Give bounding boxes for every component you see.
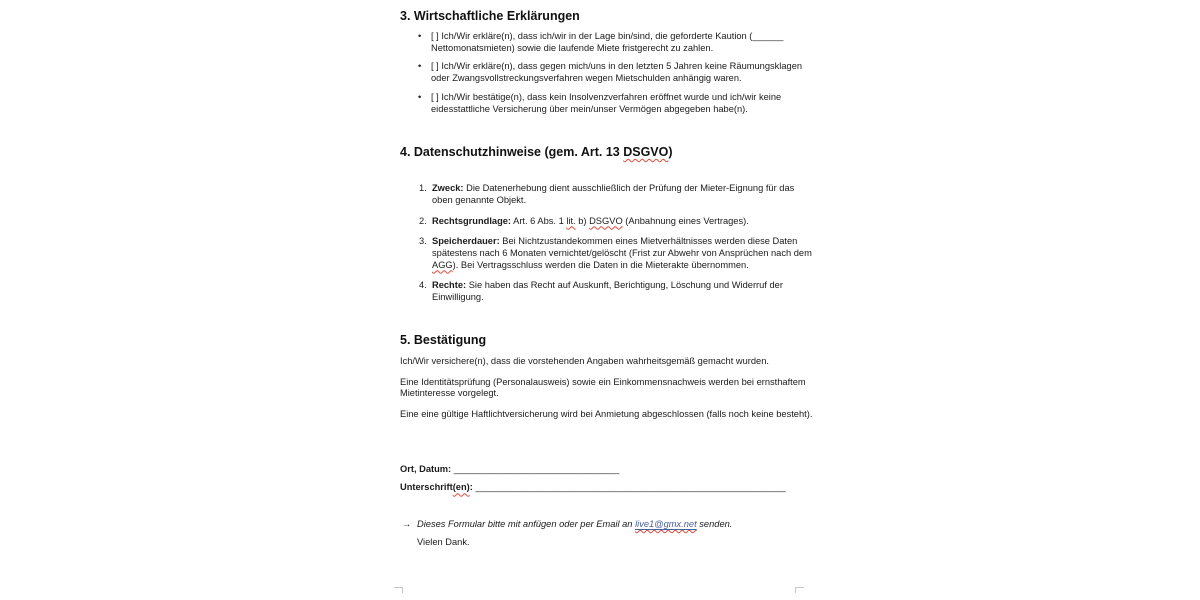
confirmation-paragraph: Ich/Wir versichere(n), dass die vorstehenden Angaben wahrheitsgemäß gemacht wurden. [400,355,769,366]
page-boundary-corner-right [795,587,804,593]
signature-place-date-row [400,464,814,476]
place-date-blank-line: ________________________________ [451,463,620,474]
place-date-label: Ort, Datum: [400,463,452,474]
arrow-icon: → [402,519,412,530]
list-number: 3. [419,236,427,247]
section-4-heading [400,145,814,160]
item-label: Rechte: [432,280,467,291]
list-number: 4. [419,280,427,291]
insurance-paragraph: Eine eine gültige Haftlichtversicherung wird bei Anmietung abgeschlossen (falls noch keine besteht). [400,408,813,419]
list-item-rechtsgrundlage [400,216,814,228]
item-label: Speicherdauer: [432,236,500,247]
signature-row [400,482,814,494]
list-number: 1. [419,183,427,194]
section-3-bullet-list [400,31,814,115]
item-text: Bei Nichtzustandekommen eines Mietverhältnisses werden diese Daten spätestens nach 6 Monaten vernichtet/gelöscht (Frist zur Abwehr von Ansprüchen nach dem [432,236,812,259]
item-text: Die Datenerhebung dient ausschließlich der Prüfung der Mieter-Eignung für das oben genannte Objekt. [432,183,795,205]
bullet-icon: • [418,31,422,41]
bullet-item-raeumungsklagen [400,61,814,84]
signature-blank-line: ____________________________________________________________ [472,482,786,493]
document-text-column [400,0,814,548]
misspelled-word-lit: lit. [566,215,576,226]
section-4-numbered-list [400,183,814,304]
item-label: Zweck: [432,183,464,194]
bullet-icon: • [418,61,422,72]
misspelled-word-dsgvo: DSGVO [589,215,623,226]
bullet-text: [ ] Ich/Wir erkläre(n), dass ich/wir in der Lage bin/sind, die geforderte Kaution (______ Nettomonatsmieten) sowie die laufende Miete fristgerecht zu zahlen. [431,31,784,53]
email-link-squiggle [635,519,697,529]
item-text: b) [575,215,590,226]
note-text: senden. [696,519,733,530]
section-5-heading: 5. Bestätigung [400,332,487,347]
email-link[interactable]: live1@gmx.net [635,519,697,530]
misspelled-word-agg: AGG [432,259,453,270]
item-text: Sie haben das Recht auf Auskunft, Berichtigung, Löschung und Widerruf der Einwilligung. [432,280,783,303]
signature-label: Unterschrift [400,482,453,493]
list-item-zweck [400,183,814,206]
item-text: ). Bei Vertragsschluss werden die Daten in die Mieterakte übernommen. [452,259,749,270]
bullet-item-insolvenz [400,92,814,115]
bullet-item-kaution [400,31,814,54]
submission-note [400,519,814,531]
section-3-heading: 3. Wirtschaftliche Erklärungen [400,9,580,23]
list-number: 2. [419,215,427,226]
list-item-rechte [400,280,814,303]
item-text: (Anbahnung eines Vertrages). [622,215,749,226]
page-boundary-corner-left [394,587,403,593]
thanks-text: Vielen Dank. [417,536,470,547]
note-text: Dieses Formular bitte mit anfügen oder per Email an [417,519,636,530]
bullet-icon: • [418,91,422,102]
list-item-speicherdauer [400,236,814,271]
heading-text: ) [668,145,673,160]
signature-label-colon: : [469,482,473,493]
identity-check-paragraph: Eine Identitätsprüfung (Personalausweis) sowie ein Einkommensnachweis werden bei ernsthaftem Mietinteresse vorgelegt. [400,376,806,399]
misspelled-suffix-en: (en) [452,482,470,493]
heading-text: 4. Datenschutzhinweise (gem. Art. 13 [400,145,624,160]
item-text: Art. 6 Abs. 1 [511,215,567,226]
misspelled-word-dsgvo: DSGVO [623,145,669,160]
item-label: Rechtsgrundlage: [432,215,512,226]
bullet-text: [ ] Ich/Wir erkläre(n), dass gegen mich/uns in den letzten 5 Jahren keine Räumungsklagen oder Zwangsvollstreckungsverfahren wegen Mietschulden anhängig waren. [431,61,803,84]
bullet-text: [ ] Ich/Wir bestätige(n), dass kein Insolvenzverfahren eröffnet wurde und ich/wir keine eidesstattliche Versicherung über mein/unser Vermögen abgegeben habe(n). [431,91,782,114]
